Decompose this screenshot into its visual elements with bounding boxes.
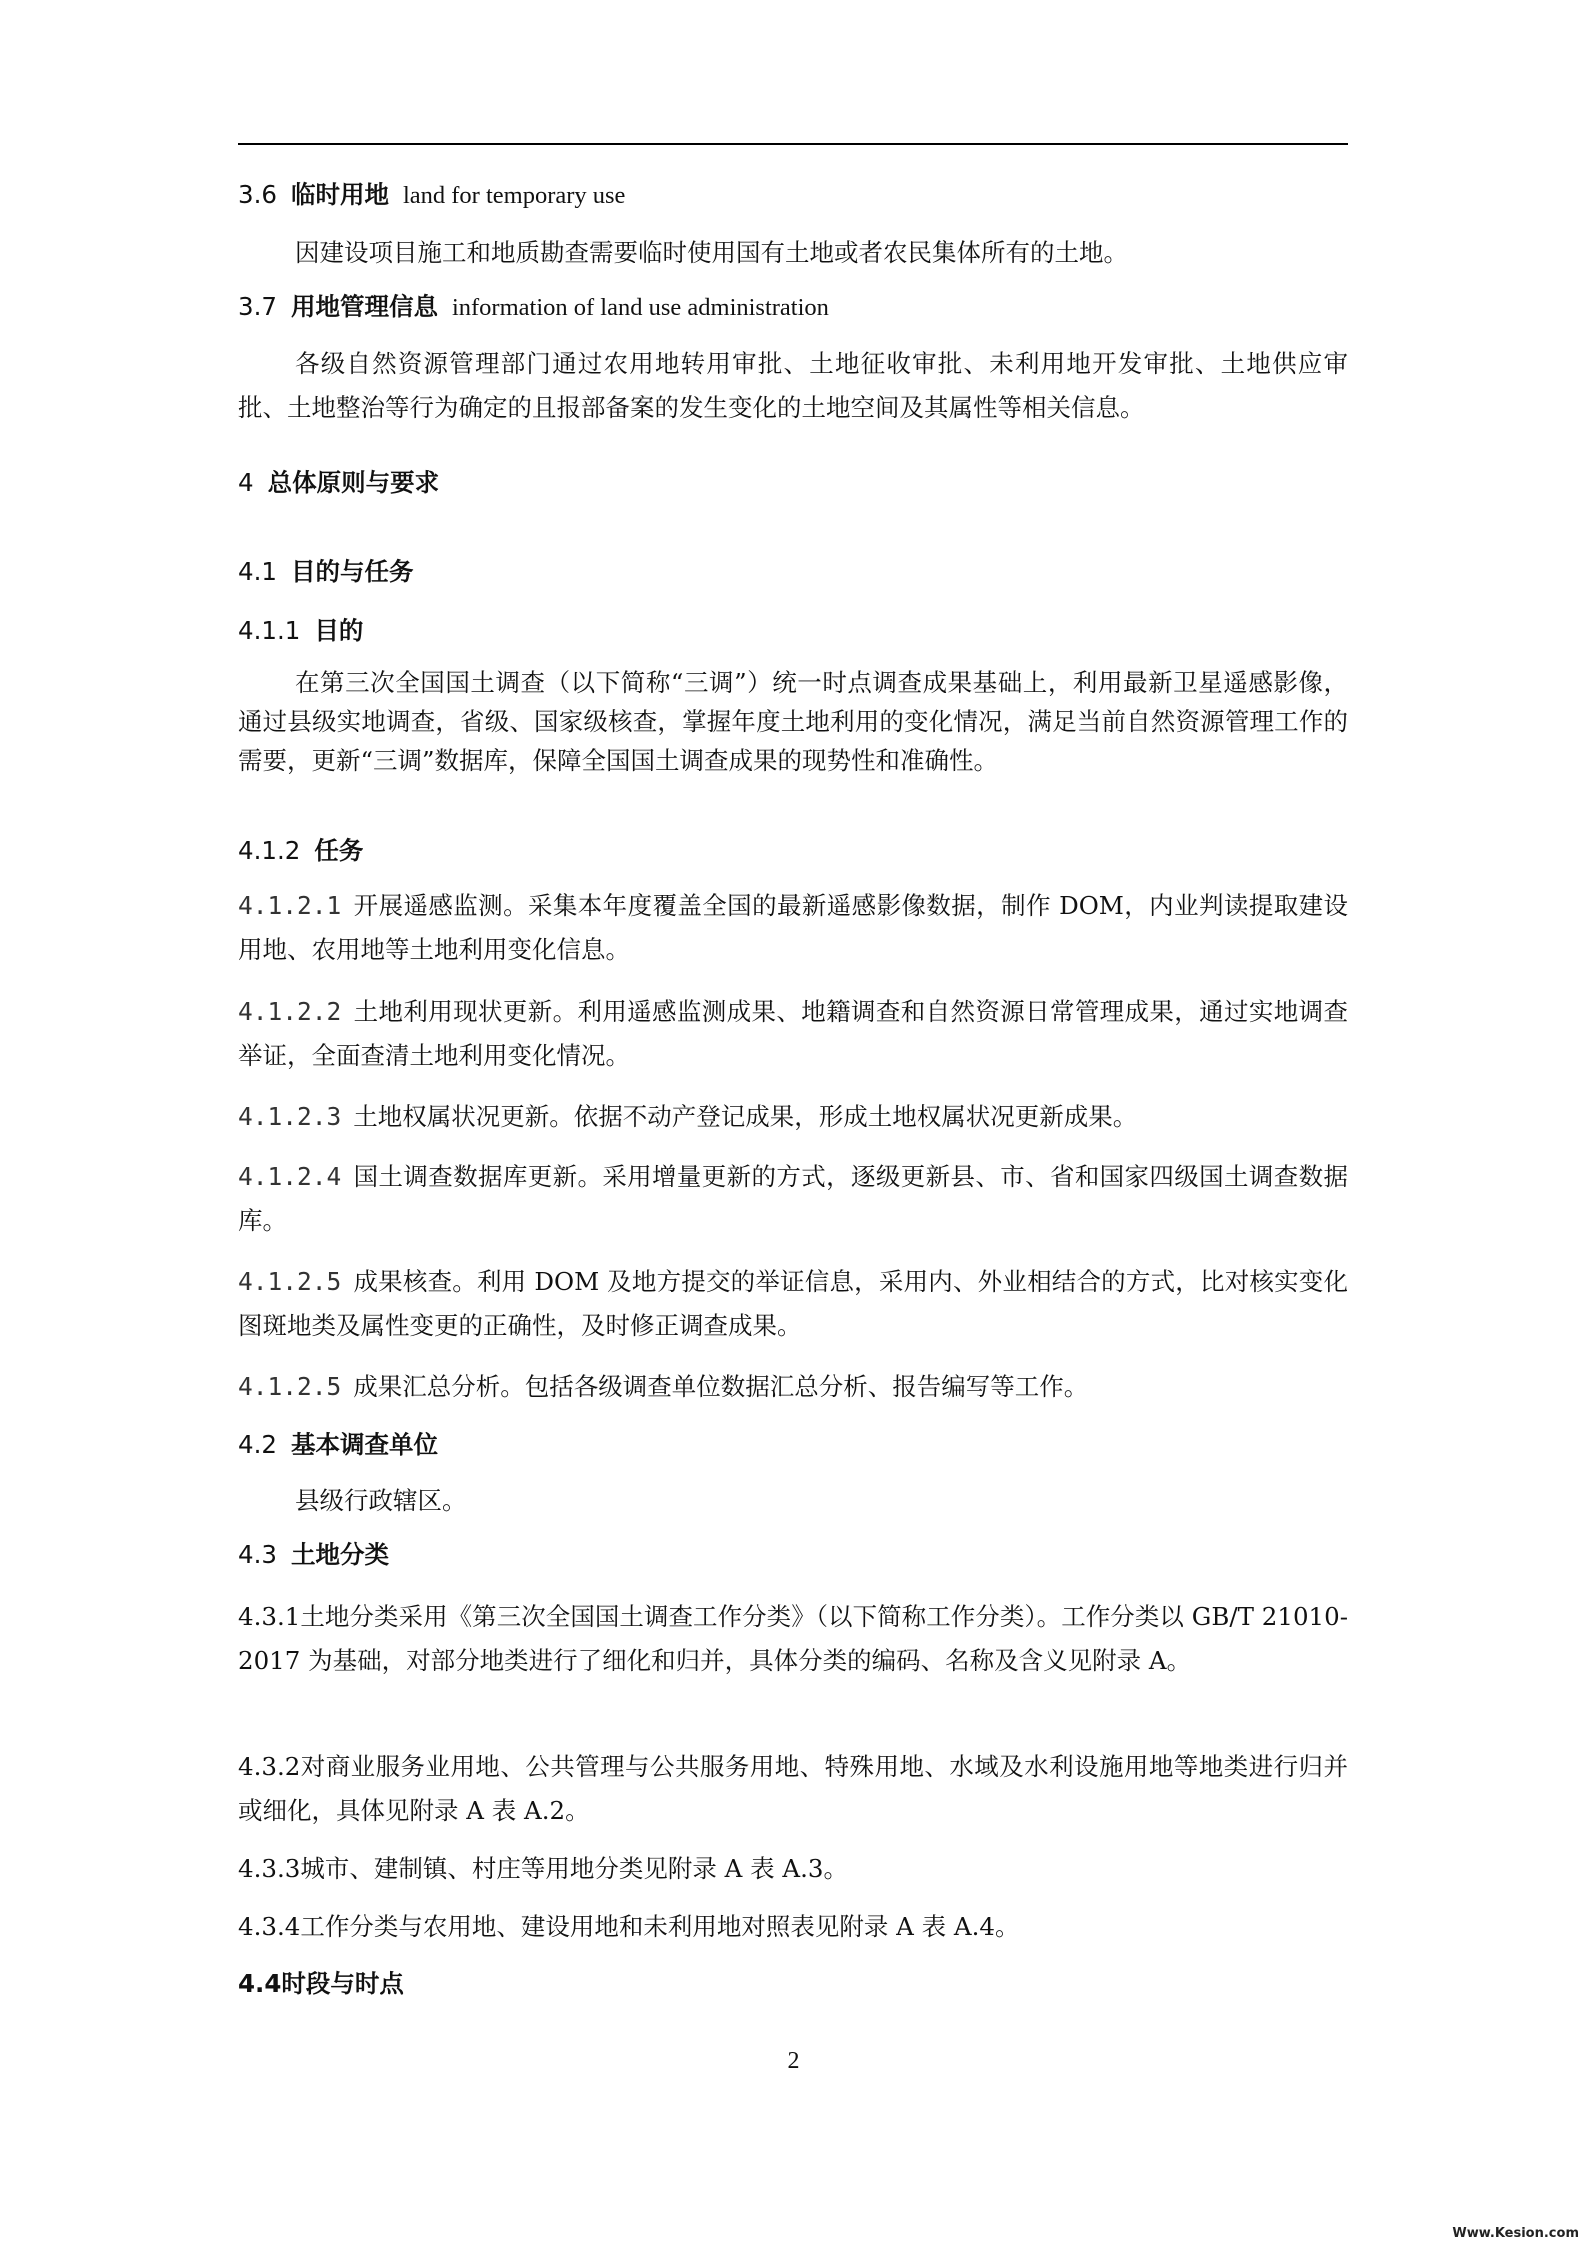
section-4-heading: 4 总体原则与要求 <box>238 468 440 497</box>
land-class-item: 4.3.3城市、建制镇、村庄等用地分类见附录 A 表 A.3。 <box>238 1854 848 1883</box>
section-3-6-heading: 3.6 临时用地 land for temporary use <box>238 180 626 209</box>
section-3-6-body: 因建设项目施工和地质勘查需要临时使用国有土地或者农民集体所有的土地。 <box>295 238 1128 267</box>
task-item: 4.1.2.4 国土调查数据库更新。采用增量更新的方式，逐级更新县、市、省和国家四级国土调查数据库。 <box>238 1162 1348 1235</box>
land-class-item: 4.3.2对商业服务业用地、公共管理与公共服务用地、特殊用地、水域及水利设施用地等地类进行归并或细化，具体见附录 A 表 A.2。 <box>238 1752 1348 1825</box>
task-item: 4.1.2.3 土地权属状况更新。依据不动产登记成果，形成土地权属状况更新成果。 <box>238 1102 1138 1131</box>
task-item: 4.1.2.5 成果汇总分析。包括各级调查单位数据汇总分析、报告编写等工作。 <box>238 1372 1089 1401</box>
page-number: 2 <box>787 2048 800 2074</box>
section-3-7-body: 各级自然资源管理部门通过农用地转用审批、土地征收审批、未利用地开发审批、土地供应审批、土地整治等行为确定的且报部备案的发生变化的土地空间及其属性等相关信息。 <box>238 349 1348 422</box>
task-item: 4.1.2.1 开展遥感监测。采集本年度覆盖全国的最新遥感影像数据，制作 DOM，内业判读提取建设用地、农用地等土地利用变化信息。 <box>238 891 1348 964</box>
task-item: 4.1.2.2 土地利用现状更新。利用遥感监测成果、地籍调查和自然资源日常管理成果，通过实地调查举证，全面查清土地利用变化情况。 <box>238 997 1348 1070</box>
section-4-3-heading: 4.3 土地分类 <box>238 1540 389 1569</box>
section-4-2-heading: 4.2 基本调查单位 <box>238 1430 438 1459</box>
section-4-2-body: 县级行政辖区。 <box>295 1486 467 1515</box>
land-class-item: 4.3.4工作分类与农用地、建设用地和未利用地对照表见附录 A 表 A.4。 <box>238 1912 1020 1941</box>
section-4-1-1-heading: 4.1.1 目的 <box>238 616 364 645</box>
section-4-4-heading: 4.4时段与时点 <box>238 1969 404 1998</box>
section-4-1-1-body: 在第三次全国国土调查（以下简称“三调”）统一时点调查成果基础上，利用最新卫星遥感影像，通过县级实地调查，省级、国家级核查，掌握年度土地利用的变化情况，满足当前自然资源管理工作的需要，更新“三调”数据库，保障全国国土调查成果的现势性和准确性。 <box>238 668 1348 775</box>
land-class-item: 4.3.1土地分类采用《第三次全国国土调查工作分类》（以下简称工作分类）。工作分类以 GB/T 21010-2017 为基础，对部分地类进行了细化和归并，具体分类的编码、名称及含义见附录 A。 <box>238 1602 1348 1675</box>
section-4-1-heading: 4.1 目的与任务 <box>238 557 414 586</box>
section-4-1-2-heading: 4.1.2 任务 <box>238 836 364 865</box>
task-item: 4.1.2.5 成果核查。利用 DOM 及地方提交的举证信息，采用内、外业相结合的方式，比对核实变化图斑地类及属性变更的正确性，及时修正调查成果。 <box>238 1267 1348 1340</box>
header-rule <box>238 143 1348 145</box>
watermark: Www.Kesion.com <box>1452 2226 1579 2241</box>
section-3-7-heading: 3.7 用地管理信息 information of land use administration <box>238 292 829 321</box>
